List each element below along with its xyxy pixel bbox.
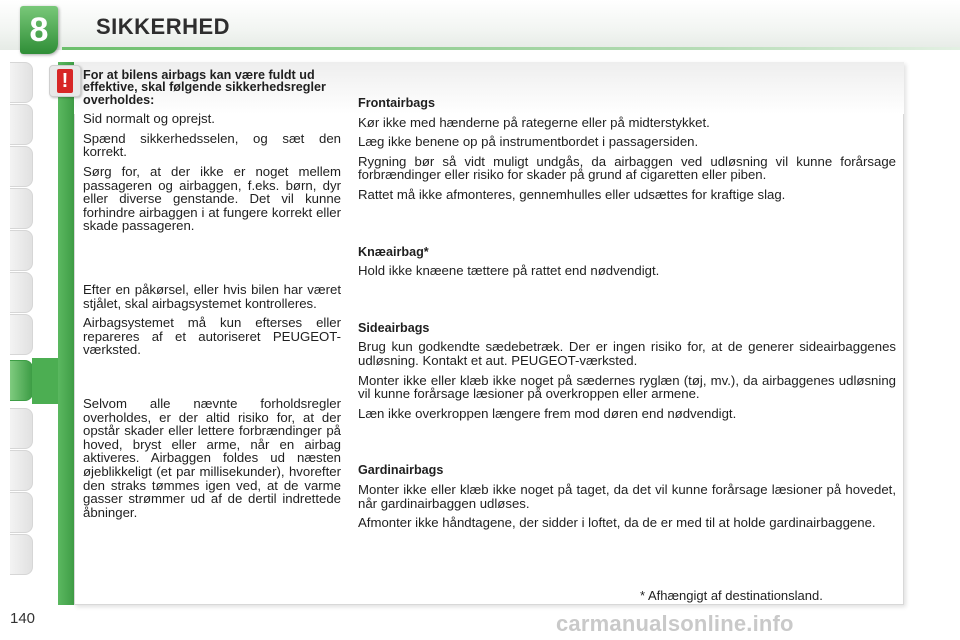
section-title-sideairbags: Sideairbags	[358, 320, 430, 335]
rule-paragraph: Airbagsystemet må kun efterses eller repareres af et autoriseret PEUGEOT-værksted.	[83, 315, 341, 358]
rule-paragraph: Sid normalt og oprejst.	[83, 111, 215, 127]
chapter-number-badge: 8	[20, 6, 58, 54]
section-title-gardinairbags: Gardinairbags	[358, 463, 444, 478]
panel-accent-bar	[58, 62, 74, 605]
section-paragraph: Afmonter ikke håndtagene, der sidder i loftet, da de er med til at holde gardinairbaggene.	[358, 515, 876, 531]
section-paragraph: Monter ikke eller klæb ikke noget på sædernes ryglæn (tøj, mv.), da airbaggenes udløsning vil kunne forårsage læsioner på overkroppen eller armene.	[358, 372, 896, 402]
chapter-tab-4[interactable]	[10, 188, 33, 229]
section-paragraph: Læn ikke overkroppen længere frem mod døren end nødvendigt.	[358, 405, 737, 421]
exclamation-warning-icon: !	[49, 65, 81, 97]
chapter-tab-2[interactable]	[10, 104, 33, 145]
chapter-tab-8-active[interactable]	[10, 360, 33, 401]
section-title-frontairbags: Frontairbags	[358, 96, 435, 110]
rule-paragraph: Selvom alle nævnte forholdsregler overholdes, er der altid risiko for, at der opstår skader eller lettere forbrændinger på hoved, bryst eller arme, når en airbag aktiveres. Airbaggen foldes ud næsten øjeblikkeligt (et par millisekunder), hvorefter den straks tømmes igen ved, at de varme gasser strømmer ud af de dertil indrettede åbninger.	[83, 395, 341, 520]
header-divider	[62, 47, 960, 50]
chapter-tab-11[interactable]	[10, 492, 33, 533]
section-paragraph: Rygning bør så vidt muligt undgås, da airbaggen ved udløsning vil kunne forårsage forbrændinger eller risiko for skader på grund af cigaretten eller piben.	[358, 153, 896, 183]
section-title-knaeairbag: Knæairbag*	[358, 244, 429, 259]
section-paragraph: Brug kun godkendte sædebetræk. Der er ingen risiko for, at de generer sideairbaggenes udløsning. Kontakt et aut. PEUGEOT-værksted.	[358, 339, 896, 368]
chapter-tab-9[interactable]	[10, 408, 33, 449]
chapter-tab-7[interactable]	[10, 314, 33, 355]
section-paragraph: Monter ikke eller klæb ikke noget på taget, da det vil kunne forårsage læsioner på hovedet, når gardinairbaggen udløses.	[358, 481, 896, 511]
chapter-tab-3[interactable]	[10, 146, 33, 187]
chapter-tab-5[interactable]	[10, 230, 33, 271]
watermark-text: carmanualsonline.info	[556, 611, 794, 636]
page-number: 140	[10, 610, 36, 627]
section-paragraph: Læg ikke benene op på instrumentbordet i passagersiden.	[358, 134, 699, 150]
airbag-types-column	[358, 97, 896, 536]
section-paragraph: Hold ikke knæene tættere på rattet end nødvendigt.	[358, 263, 660, 279]
rule-paragraph: Sørg for, at der ikke er noget mellem passageren og airbaggen, f.eks. børn, dyr eller diverse genstande. Det vil kunne forhindre airbaggen i at fungere korrekt eller skade passageren.	[83, 164, 341, 234]
chapter-tab-1[interactable]	[10, 62, 33, 103]
safety-rules-heading: For at bilens airbags kan være fuldt ud effektive, skal følgende sikkerhedsregler overholdes:	[83, 68, 326, 107]
active-tab-connector	[32, 358, 58, 404]
section-paragraph: Kør ikke med hænderne på rategerne eller på midterstykket.	[358, 114, 710, 130]
footnote: * Afhængigt af destinationsland.	[640, 588, 823, 603]
chapter-title: SIKKERHED	[96, 14, 231, 39]
chapter-tab-6[interactable]	[10, 272, 33, 313]
rule-paragraph: Efter en påkørsel, eller hvis bilen har været stjålet, skal airbagsystemet kontrolleres.	[83, 281, 341, 311]
chapter-tab-10[interactable]	[10, 450, 33, 491]
chapter-tab-12[interactable]	[10, 534, 33, 575]
rule-paragraph: Spænd sikkerhedsselen, og sæt den korrekt.	[83, 130, 341, 160]
safety-rules-column	[83, 69, 341, 525]
section-paragraph: Rattet må ikke afmonteres, gennemhulles eller udsættes for kraftige slag.	[358, 186, 786, 202]
